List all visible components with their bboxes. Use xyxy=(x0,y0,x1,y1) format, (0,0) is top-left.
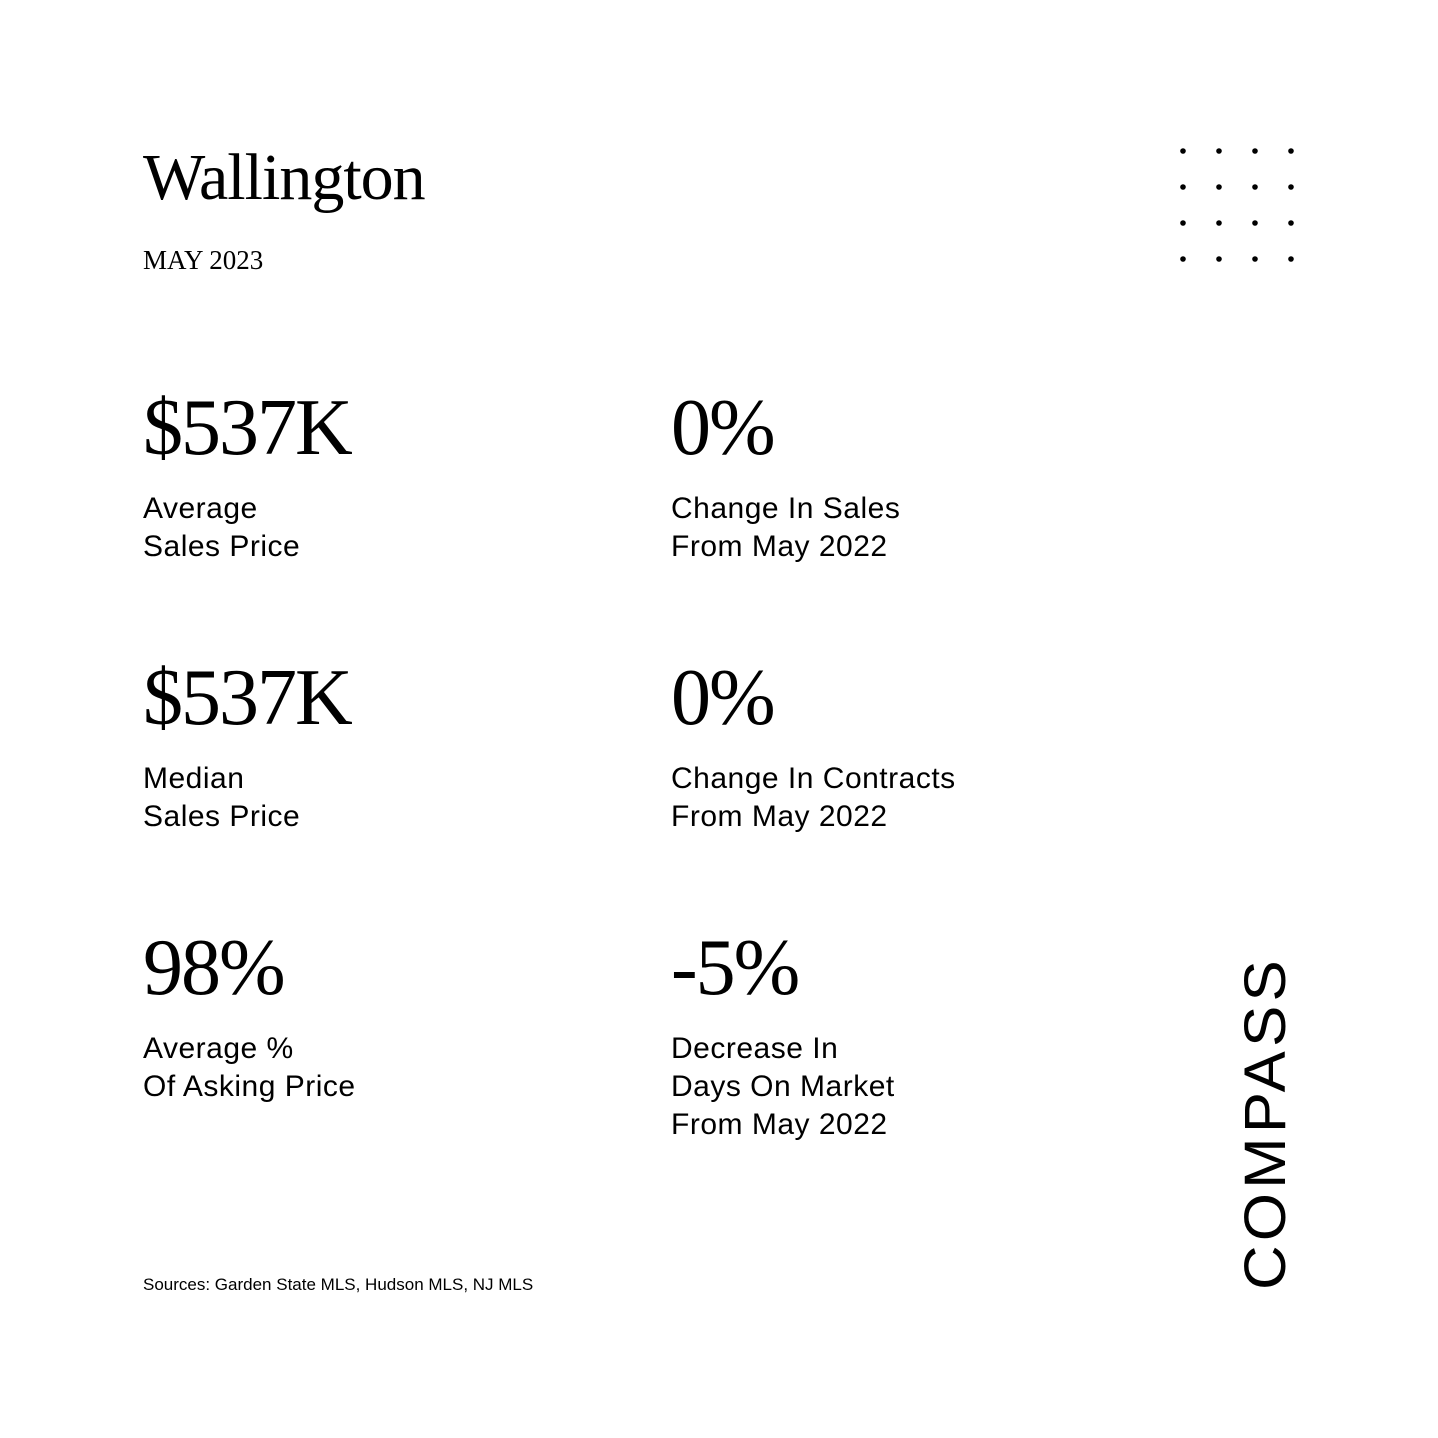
stat-label-line: Of Asking Price xyxy=(143,1070,356,1103)
stat-value: -5% xyxy=(671,924,799,1012)
stat-median-sales-price xyxy=(143,654,351,836)
stat-average-of-asking-price xyxy=(143,924,356,1106)
stat-label-line: Change In Contracts xyxy=(671,762,956,795)
compass-logo xyxy=(1223,952,1303,1296)
stat-label-line: From May 2022 xyxy=(671,800,888,833)
report-date: MAY 2023 xyxy=(143,245,264,275)
stat-average-sales-price xyxy=(143,384,351,566)
stat-days-on-market xyxy=(671,924,895,1144)
stat-change-in-sales xyxy=(671,384,901,566)
stat-label xyxy=(671,490,900,566)
stat-value: 0% xyxy=(671,384,774,472)
sources-note: Sources: Garden State MLS, Hudson MLS, NJ MLS xyxy=(143,1275,534,1294)
stat-label xyxy=(143,760,351,836)
stat-label-line: Sales Price xyxy=(143,530,301,563)
stat-value: 98% xyxy=(143,924,284,1012)
stat-label xyxy=(671,760,956,836)
stat-label xyxy=(143,490,351,566)
stat-label-line: From May 2022 xyxy=(671,1108,888,1141)
stat-value: $537K xyxy=(143,384,351,472)
stat-label-line: Median xyxy=(143,762,245,795)
stat-label xyxy=(143,1030,356,1106)
stat-value: $537K xyxy=(143,654,351,742)
stat-value: 0% xyxy=(671,654,774,742)
stat-label xyxy=(671,1030,895,1144)
stat-label-line: From May 2022 xyxy=(671,530,888,563)
logo-text: COMPASS xyxy=(1233,976,1298,1290)
stat-label-line: Average % xyxy=(143,1032,294,1065)
stat-label-line: Sales Price xyxy=(143,800,301,833)
stat-label-line: Average xyxy=(143,492,258,525)
stat-label-line: Change In Sales xyxy=(671,492,901,525)
stat-label-line: Decrease In xyxy=(671,1032,839,1065)
stat-label-line: Days On Market xyxy=(671,1070,895,1103)
dot-grid-icon xyxy=(1178,146,1298,266)
stat-change-in-contracts xyxy=(671,654,956,836)
page-title: Wallington xyxy=(143,141,425,214)
